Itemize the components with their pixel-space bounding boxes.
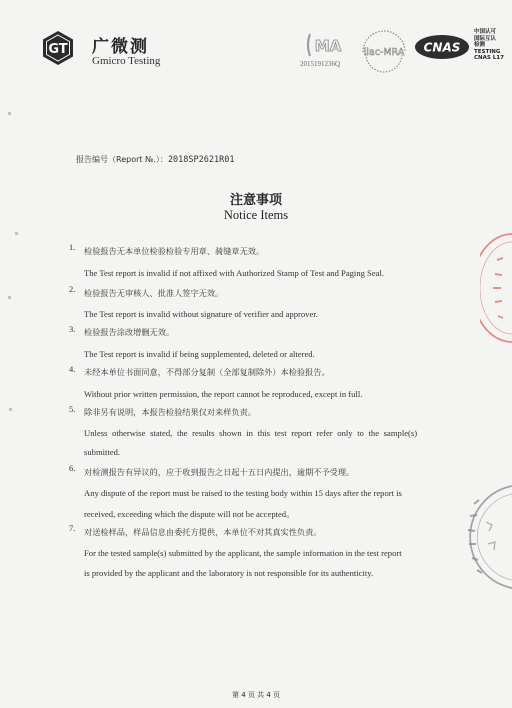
item-number: 4. xyxy=(69,364,76,374)
cma-mark-icon xyxy=(304,30,348,60)
cnas-logo-text: CNAS xyxy=(423,40,461,55)
item-text-cn: 除非另有说明，本报告检验结果仅对来样负责。 xyxy=(84,407,256,417)
paging-seal-stamp-icon xyxy=(480,228,512,348)
item-number: 6. xyxy=(69,463,76,473)
item-text-en: Any dispute of the report must be raised to the testing body within 15 days after the report is xyxy=(84,488,402,498)
item-text-cn: 未经本单位书面同意，不得部分复制（全部复制除外）本检验报告。 xyxy=(84,367,330,377)
cnas-line: 国际互认 xyxy=(474,35,497,42)
testing-seal-stamp-icon xyxy=(452,482,512,592)
item-text-cn: 检验报告无本单位检验检验专用章、骑缝章无效。 xyxy=(84,246,265,256)
page-title-en: Notice Items xyxy=(223,208,289,222)
item-text-cn: 对检测报告有异议的，应于收到报告之日起十五日内提出，逾期不予受理。 xyxy=(84,467,355,477)
cnas-accreditation-text xyxy=(474,29,504,62)
item-number: 7. xyxy=(69,523,76,533)
ilac-mra-text: ilac-MRA xyxy=(363,47,405,58)
brand-name-cn: 广微测 xyxy=(92,37,149,57)
cma-mark-text: MA xyxy=(314,37,342,55)
binding-hole-mark xyxy=(9,408,12,411)
item-text-en: received, exceeding which the dispute will not be accepted。 xyxy=(84,509,295,519)
cnas-logo-icon xyxy=(414,34,470,60)
item-number: 5. xyxy=(69,404,76,414)
item-text-en: For the tested sample(s) submitted by the applicant, the sample information in the test report xyxy=(84,548,402,558)
page-footer: 第 4 页 共 4 页 xyxy=(231,691,281,699)
item-text-en: The Test report is invalid if being supplemented, deleted or altered. xyxy=(84,349,315,359)
item-text-cn: 检验报告涂改增删无效。 xyxy=(84,327,175,337)
item-number: 3. xyxy=(69,324,76,334)
gmicro-logo-icon xyxy=(40,30,76,66)
cnas-line: 检测 xyxy=(474,42,486,48)
item-text-en: The Test report is invalid without signature of verifier and approver. xyxy=(84,309,318,319)
item-number: 2. xyxy=(69,284,76,294)
item-text-en: The Test report is invalid if not affixed with Authorized Stamp of Test and Paging Seal. xyxy=(84,268,385,278)
cnas-line: TESTING xyxy=(474,48,501,55)
item-text-en: Without prior written permission, the report cannot be reproduced, except in full. xyxy=(84,389,363,399)
cnas-line: 中国认可 xyxy=(474,29,497,35)
item-number: 1. xyxy=(69,242,76,252)
ilac-mra-logo-icon xyxy=(357,26,411,76)
item-text-en: Unless otherwise stated, the results shown in this test report refer only to the sample(s) xyxy=(84,428,418,438)
cma-number: 2015191236Q xyxy=(300,60,341,68)
item-text-cn: 检验报告无审核人、批准人签字无效。 xyxy=(84,288,224,298)
report-number-label: 报告编号（Report №.）： xyxy=(76,155,168,164)
report-number-value: 2018SP2621R01 xyxy=(167,155,235,165)
logo-letters: GT xyxy=(48,42,68,57)
page-title-cn: 注意事项 xyxy=(229,193,282,208)
binding-hole-mark xyxy=(8,296,11,299)
brand-name-en: Gmicro Testing xyxy=(92,55,161,67)
item-text-en: submitted. xyxy=(84,447,121,457)
binding-hole-mark xyxy=(15,232,18,235)
cnas-line: CNAS L17 xyxy=(474,55,504,61)
report-number-line xyxy=(76,154,234,165)
item-text-cn: 对送检样品，样品信息由委托方提供，本单位不对其真实性负责。 xyxy=(84,527,322,537)
item-text-en: is provided by the applicant and the laboratory is not responsible for its authenticity. xyxy=(84,568,374,578)
binding-hole-mark xyxy=(8,112,11,115)
